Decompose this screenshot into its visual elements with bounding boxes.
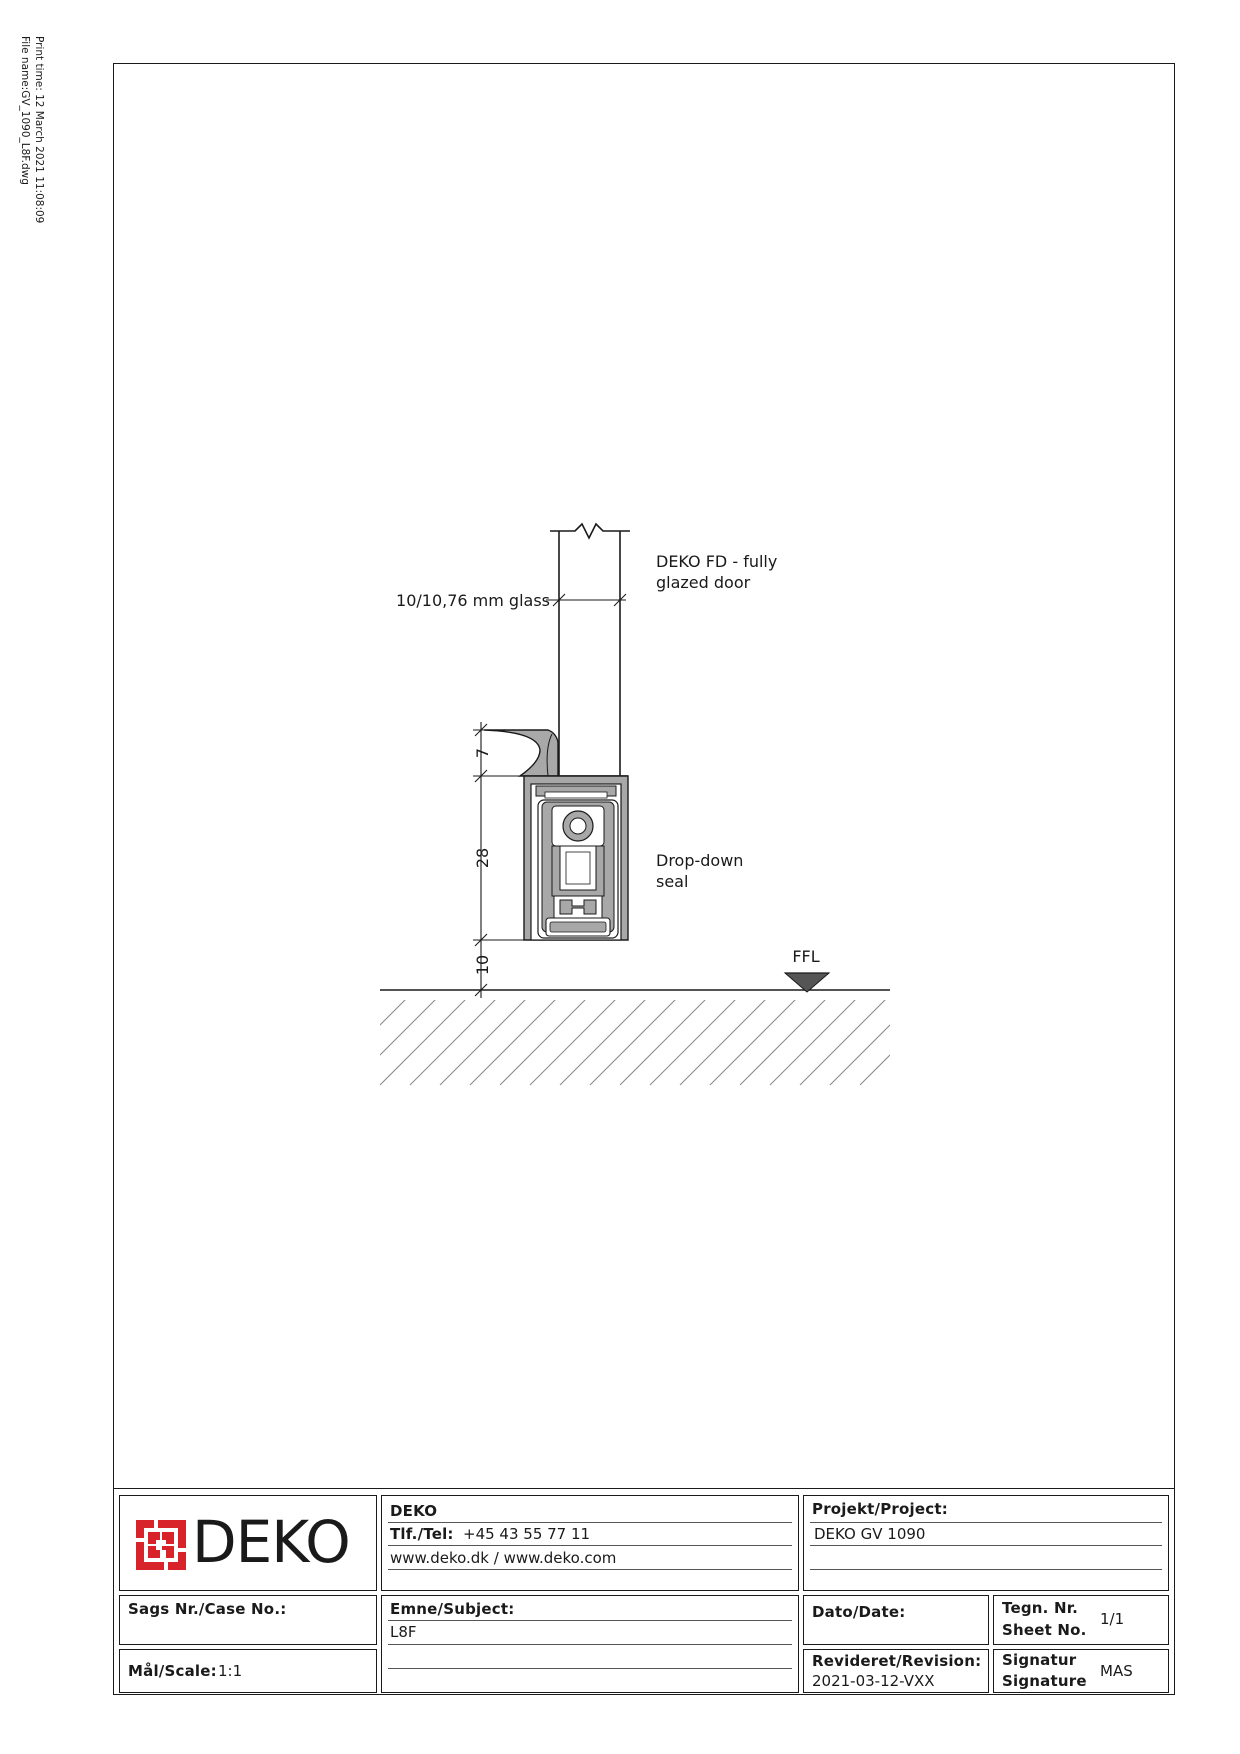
glass-dimension: [546, 594, 626, 606]
glazing-bead: [484, 730, 558, 776]
website-link[interactable]: www.deko.dk / www.deko.com: [390, 1549, 617, 1567]
revision-cell: [803, 1649, 989, 1693]
seal-label-line1: Drop-down: [656, 851, 744, 870]
sheet-value: 1/1: [1100, 1610, 1125, 1628]
sheet-label-2: Sheet No.: [1002, 1621, 1087, 1639]
print-time: Print time: 12 March 2021 11:08:09: [33, 36, 45, 224]
signature-label-1: Signatur: [1002, 1651, 1077, 1669]
sheet-cell: [993, 1595, 1169, 1645]
ffl-marker: [785, 973, 829, 992]
title-block: [113, 1488, 1175, 1695]
scale-cell: [119, 1649, 377, 1693]
signature-value: MAS: [1100, 1662, 1133, 1680]
logo-cell: [119, 1495, 377, 1591]
date-label: Dato/Date:: [812, 1603, 906, 1621]
company-cell: [381, 1495, 799, 1591]
case-cell: [119, 1595, 377, 1645]
project-label: Projekt/Project:: [812, 1500, 948, 1518]
tel-value: +45 43 55 77 11: [463, 1525, 591, 1543]
date-cell: [803, 1595, 989, 1645]
subject-label: Emne/Subject:: [390, 1600, 515, 1618]
subject-cell: [381, 1595, 799, 1693]
project-cell: [803, 1495, 1169, 1591]
signature-cell: [993, 1649, 1169, 1693]
scale-value: 1:1: [218, 1662, 243, 1680]
case-label: Sags Nr./Case No.:: [128, 1600, 287, 1618]
glass-pane: [550, 524, 630, 776]
dim-top-value: 7: [473, 747, 492, 759]
drop-down-seal: [538, 800, 618, 938]
door-label-line1: DEKO FD - fully: [656, 552, 778, 571]
company-name: DEKO: [390, 1502, 438, 1520]
floor-hatch: [320, 995, 950, 1085]
project-value: DEKO GV 1090: [814, 1525, 926, 1543]
deko-logo-text: DEKO: [192, 1508, 350, 1576]
sheet-label-1: Tegn. Nr.: [1002, 1599, 1079, 1617]
dim-bottom-value: 10: [473, 954, 492, 976]
revision-value: 2021-03-12-VXX: [812, 1672, 935, 1690]
deko-logo-icon: [136, 1520, 186, 1570]
door-label-line2: glazed door: [656, 573, 751, 592]
dim-middle-value: 28: [473, 847, 492, 869]
revision-label: Revideret/Revision:: [812, 1652, 982, 1670]
seal-label-line2: seal: [656, 872, 689, 891]
subject-value: L8F: [390, 1623, 417, 1641]
ffl-label: FFL: [792, 947, 820, 966]
tel-label: Tlf./Tel:: [390, 1525, 454, 1543]
glass-label: 10/10,76 mm glass: [396, 591, 550, 610]
file-name: File name:GV_1090_L8F.dwg: [19, 36, 31, 185]
signature-label-2: Signature: [1002, 1672, 1087, 1690]
scale-label: Mål/Scale:: [128, 1662, 217, 1680]
